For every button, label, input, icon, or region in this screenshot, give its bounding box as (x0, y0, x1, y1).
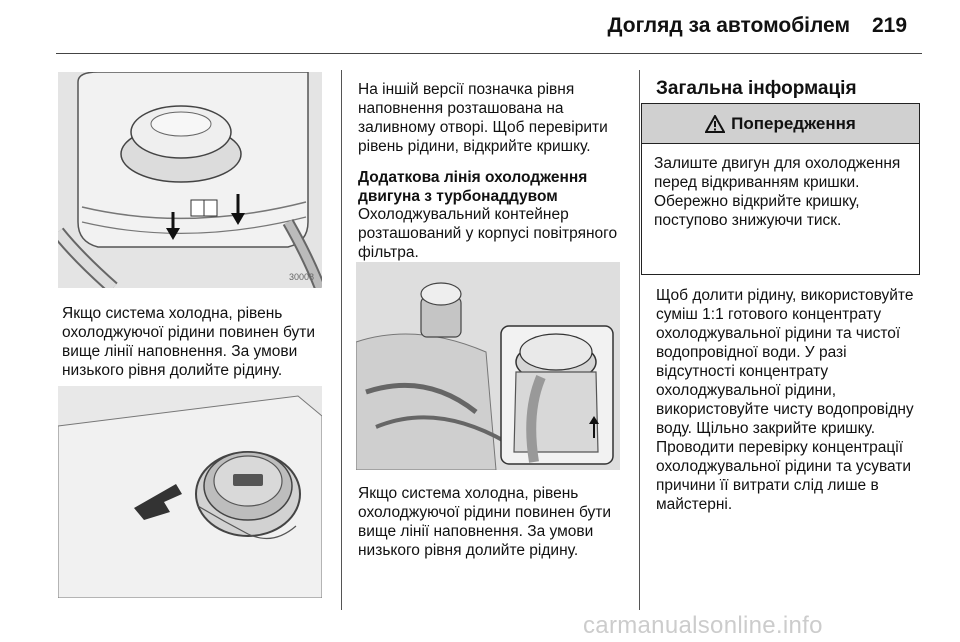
header-rule (56, 53, 922, 54)
section-heading: Загальна інформація (656, 78, 857, 99)
column-divider-right (639, 70, 640, 610)
coolant-tank-figure (58, 72, 322, 288)
page-number: 219 (872, 14, 908, 37)
column-divider-left (341, 70, 342, 610)
coolant-tank-illustration (58, 72, 322, 288)
warning-title: Попередження (731, 113, 856, 133)
filler-cap-illustration (58, 386, 322, 598)
middle-paragraph-2: Охолоджувальний контейнер розташований у корпусі повітряного фільтра. (358, 206, 618, 261)
warning-box (641, 103, 920, 275)
figure-code: 30008 (288, 272, 314, 282)
middle-paragraph-1: На іншій версії позначка рівня наповнення розташована на заливному отворі. Щоб перевірити рівень рідини, відкрийте кришку. (358, 81, 608, 155)
warning-triangle-icon (705, 115, 725, 133)
engine-bay-figure (356, 262, 620, 470)
watermark: carmanualsonline.info (583, 612, 823, 639)
engine-bay-illustration (356, 262, 620, 470)
middle-paragraph-3: Якщо система холодна, рівень охолоджуючої рідини повинен бути вище лінії наповнення. За умови низького рівня долийте рідину. (358, 485, 612, 559)
warning-header (642, 104, 919, 144)
middle-subheading: Додаткова лінія охолодження двигуна з турбонаддувом (358, 169, 588, 205)
warning-text: Залиште двигун для охолодження перед відкриванням кришки. Обережно відкрийте кришку, поступово знижуючи тиск. (654, 155, 901, 229)
right-paragraph-1: Щоб долити рідину, використовуйте суміш 1:1 готового концентрату охолоджувальної рідини та чистої водопровідної води. У разі відсутності концентрату охолоджувальної рідини, використовуйте чисту водопровідну воду. Щільно закрийте кришку. Проводити перевірку концентрації охолоджувальної рідини та усувати причини її витрати слід лише в майстерні. (656, 287, 914, 513)
page-header-title: Догляд за автомобілем (607, 14, 850, 37)
filler-cap-figure (58, 386, 322, 598)
left-paragraph-1: Якщо система холодна, рівень охолоджуючої рідини повинен бути вище лінії наповнення. За умови низького рівня долийте рідину. (62, 305, 316, 379)
